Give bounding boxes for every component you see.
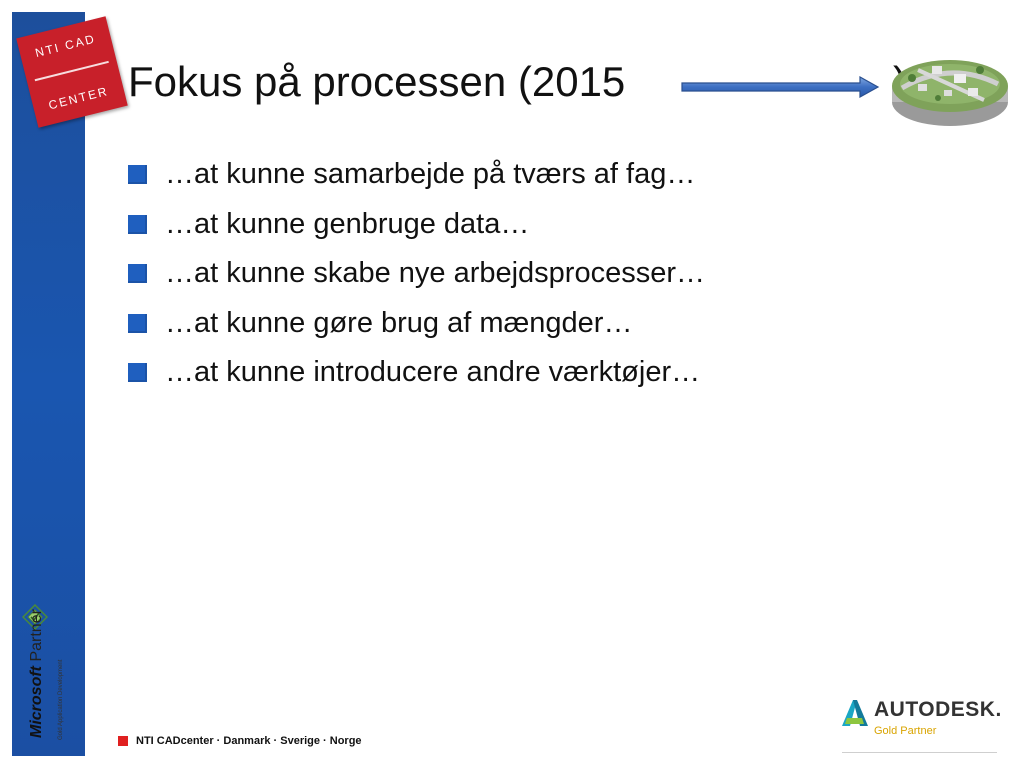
bullet-square bbox=[128, 165, 147, 184]
logo-text-top: NTI CAD bbox=[33, 31, 98, 61]
bullet-square bbox=[128, 363, 147, 382]
logo-divider bbox=[35, 61, 109, 81]
bullet-text: …at kunne samarbejde på tværs af fag… bbox=[165, 158, 696, 191]
list-item bbox=[128, 348, 705, 398]
footer-text: NTI CADcenter · Danmark · Sverige · Norge bbox=[136, 735, 362, 747]
autodesk-underline bbox=[842, 752, 997, 753]
bullet-square bbox=[128, 314, 147, 333]
bullet-text: …at kunne introducere andre værktøjer… bbox=[165, 356, 701, 389]
list-item bbox=[128, 249, 705, 299]
list-item bbox=[128, 150, 705, 200]
slide-title: Fokus på processen (2015 bbox=[128, 58, 626, 105]
bullet-square bbox=[128, 264, 147, 283]
bullet-text: …at kunne gøre brug af mængder… bbox=[165, 306, 633, 339]
footer-red-square bbox=[118, 736, 128, 746]
footer bbox=[118, 735, 362, 747]
list-item bbox=[128, 299, 705, 349]
logo-text-bottom: CENTER bbox=[47, 83, 110, 113]
bullet-text: …at kunne genbruge data… bbox=[165, 207, 530, 240]
city-model-image bbox=[888, 40, 1012, 132]
bullet-list bbox=[128, 150, 705, 398]
microsoft-brand: Microsoft bbox=[28, 666, 45, 738]
autodesk-gold-partner-badge bbox=[840, 698, 1002, 737]
microsoft-partner-badge bbox=[20, 600, 82, 750]
microsoft-partner-sub: Gold Application Development bbox=[58, 659, 64, 740]
microsoft-partner-label bbox=[28, 609, 46, 738]
list-item bbox=[128, 200, 705, 250]
arrow-icon bbox=[680, 76, 880, 98]
bullet-square bbox=[128, 215, 147, 234]
autodesk-logo-icon bbox=[840, 698, 870, 728]
autodesk-gold-partner: Gold Partner bbox=[874, 725, 937, 737]
bullet-text: …at kunne skabe nye arbejdsprocesser… bbox=[165, 257, 706, 290]
microsoft-partner-word: Partner bbox=[28, 609, 45, 662]
autodesk-name: AUTODESK. bbox=[874, 698, 1002, 721]
